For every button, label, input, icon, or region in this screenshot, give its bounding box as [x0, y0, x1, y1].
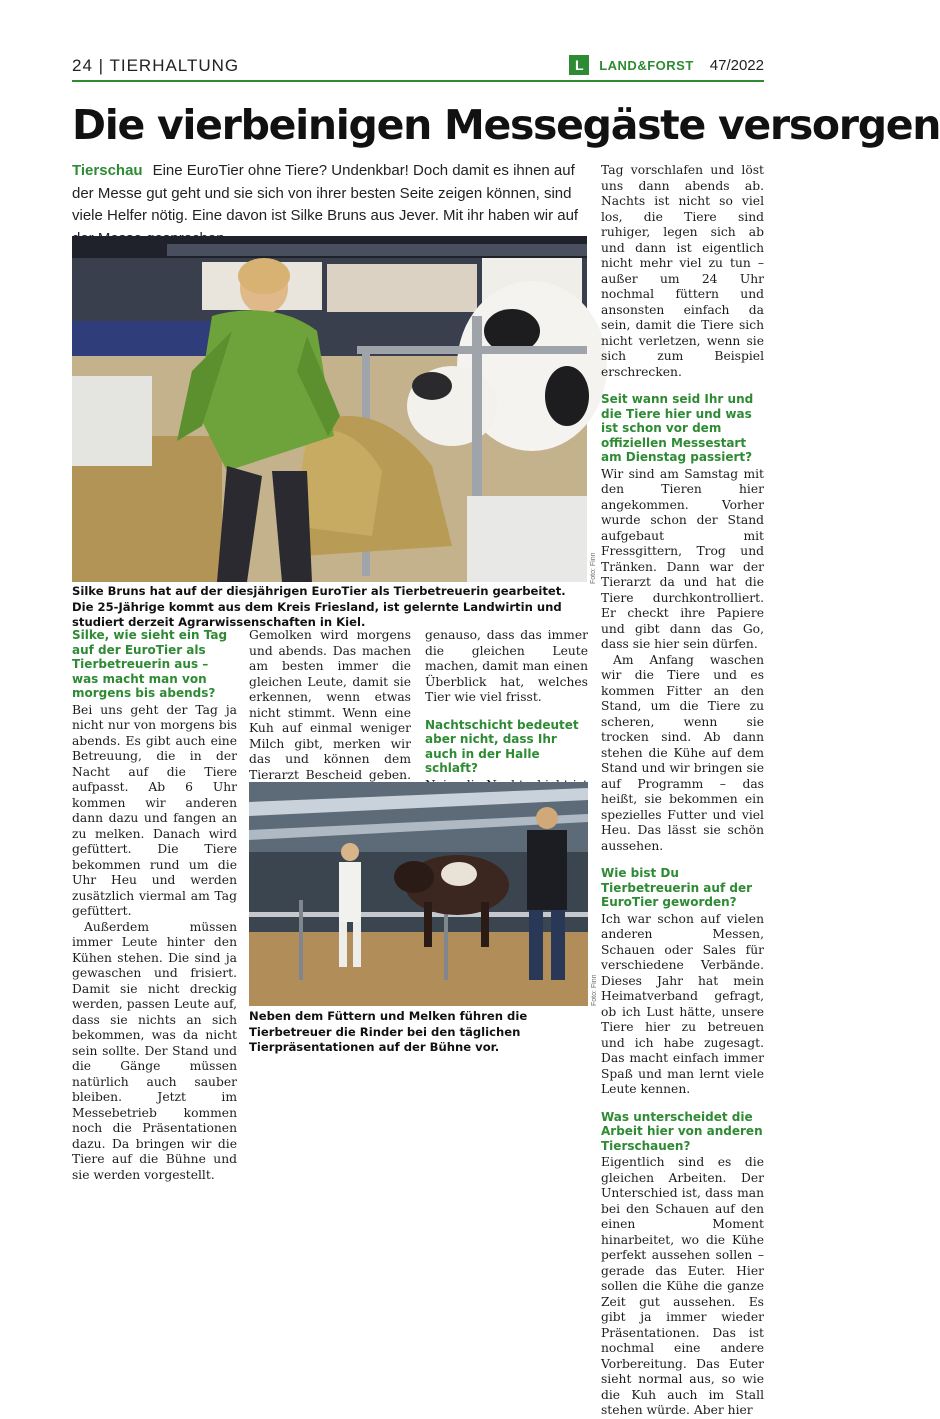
- photo-caretaker-feeding-hay: [72, 236, 587, 582]
- answer-paragraph: Außerdem müssen immer Leute hinter den Kühen stehen. Die sind ja gewaschen und frisiert. Damit sie nicht dreckig werden, passen Leute auf, dass sie nichts an sich bekommen, was da nicht sein sollte. Der Stand und die Gänge müssen natürlich auch sauber bleiben. Jetzt im Messebetrieb kommen noch die Präsentationen dazu. Da bringen wir die Tiere auf die Bühne und sie werden vorgestellt.: [72, 919, 237, 1182]
- answer-paragraph: Bei uns geht der Tag ja nicht nur von morgens bis abends. Es gibt auch eine Betreuung, die in der Nacht auf die Tiere aufpasst. Ab 6 Uhr kommen wir anderen dann dazu und fangen an zu melken. Danach wird gefüttert. Die Tiere bekommen rund um die Uhr Heu und werden zusätzlich viermal am Tag gefüttert.: [72, 702, 237, 918]
- answer-paragraph: Am Anfang waschen wir die Tiere und es kommen Fitter an den Stand, um die Tiere zu scheren, wenn sie trocken sind. Ab dann stehen die Kühe auf dem Stand und wir bringen sie auf Programm – das heißt, sie bekommen ein spezielles Futter und viel Heu. Das lässt sie schön aussehen.: [601, 652, 764, 853]
- masthead: [569, 55, 764, 75]
- interview-question: Seit wann seid Ihr und die Tiere hier und was ist schon vor dem offiziellen Messestart am Dienstag passiert?: [601, 392, 754, 464]
- photo1-caption: Silke Bruns hat auf der diesjährigen EuroTier als Tierbetreuerin gearbeitet. Die 25-Jährige kommt aus dem Kreis Friesland, ist gelernte Landwirtin und studiert derzeit Agrarwissenschaften in Kiel.: [72, 584, 566, 629]
- photo2-credit: Foto: Finn: [591, 974, 598, 1006]
- photo2-caption: Neben dem Füttern und Melken führen die Tierbetreuer die Rinder bei den täglichen Tierpräsentationen auf der Bühne vor.: [249, 1009, 528, 1054]
- answer-paragraph: Ich war schon auf vielen anderen Messen, Schauen oder Sales für verschiedene Verbände. Dieses Jahr hat mein Heimatverband gefragt, ob ich Lust hätte, unsere Tiere hier zu betreuen und ich habe zugesagt. Das macht einfach immer Spaß und man lernt viele Leute kennen.: [601, 911, 764, 1096]
- interview-question: Wie bist Du Tierbetreuerin auf der EuroTier geworden?: [601, 866, 752, 909]
- answer-paragraph: Eigentlich sind es die gleichen Arbeiten. Der Unterschied ist, dass man bei den Schauen auf den einen Moment hinarbeitet, wo die Kühe perfekt aussehen sollen – gerade das Euter. Hier sollen die Kühe die ganze Zeit gut aussehen. Es gibt ja immer wieder Präsentationen. Das ist nochmal eine andere Vorbereitung. Das Euter sieht normal aus, so wie die Kuh auch im Stall stehen würde. Aber hier: [601, 1155, 764, 1417]
- issue-number: 47/2022: [709, 56, 764, 74]
- article-headline: Die vierbeinigen Messegäste versorgen: [72, 101, 940, 149]
- page-section-label: 24 | TIERHALTUNG: [72, 56, 240, 75]
- lead-kicker: Tierschau: [72, 162, 143, 179]
- interview-question: Silke, wie sieht ein Tag auf der EuroTier als Tierbetreuerin aus – was macht man von morgens bis abends?: [72, 628, 228, 700]
- land-forst-logo-icon: L: [569, 55, 589, 75]
- header-rule: [72, 80, 764, 82]
- answer-paragraph: Gemolken wird morgens und abends. Das machen am besten immer die gleichen Leute, damit sie erkennen, wenn etwas nicht stimmt. Wenn eine Kuh auf einmal weniger Milch gibt, merken wir das und können dem Tierarzt Bescheid geben.: [249, 628, 411, 782]
- answer-paragraph: Tag vorschlafen und löst uns dann abends ab. Nachts ist nicht so viel los, die Tiere sind ruhiger, legen sich ab und dann ist eigentlich nicht mehr viel zu tun – außer um 24 Uhr nochmal füttern und ansonsten einfach da sein, damit die Tiere sich nicht verletzen, wenn sie sich zum Beispiel erschrecken.: [601, 163, 764, 379]
- photo1-credit: Foto: Finn: [590, 552, 597, 584]
- photo-cattle-presentation: [249, 782, 588, 1006]
- interview-question: Was unterscheidet die Arbeit hier von anderen Tierschauen?: [601, 1109, 763, 1153]
- article-column-4: [601, 163, 764, 1419]
- answer-paragraph: Wir sind am Samstag mit den Tieren hier angekommen. Vorher wurde schon der Stand aufgebaut mit Fressgittern, Trog und Tränken. Dann war der Tierarzt da und hat die Tiere durchkontrolliert. Er checkt ihre Papiere und gibt dann das Go, dass sie hier sein dürfen.: [601, 466, 764, 651]
- lead-text: Eine EuroTier ohne Tiere? Undenkbar! Doch damit es ihnen auf der Messe gut geht und sie sich von ihrer besten Seite zeigen können, sind viele Helfer nötig. Eine davon ist Silke Bruns aus Jever. Mit ihr haben wir auf: [72, 162, 579, 224]
- article-column-1: [72, 628, 237, 1183]
- interview-question: Nachtschicht bedeutet aber nicht, dass Ihr auch in der Halle schlaft?: [425, 717, 579, 775]
- publication-name: LAND&FORST: [599, 57, 694, 73]
- answer-paragraph: genauso, dass das immer die gleichen Leute machen, damit man einen Überblick hat, welches Tier wie viel frisst.: [425, 628, 588, 704]
